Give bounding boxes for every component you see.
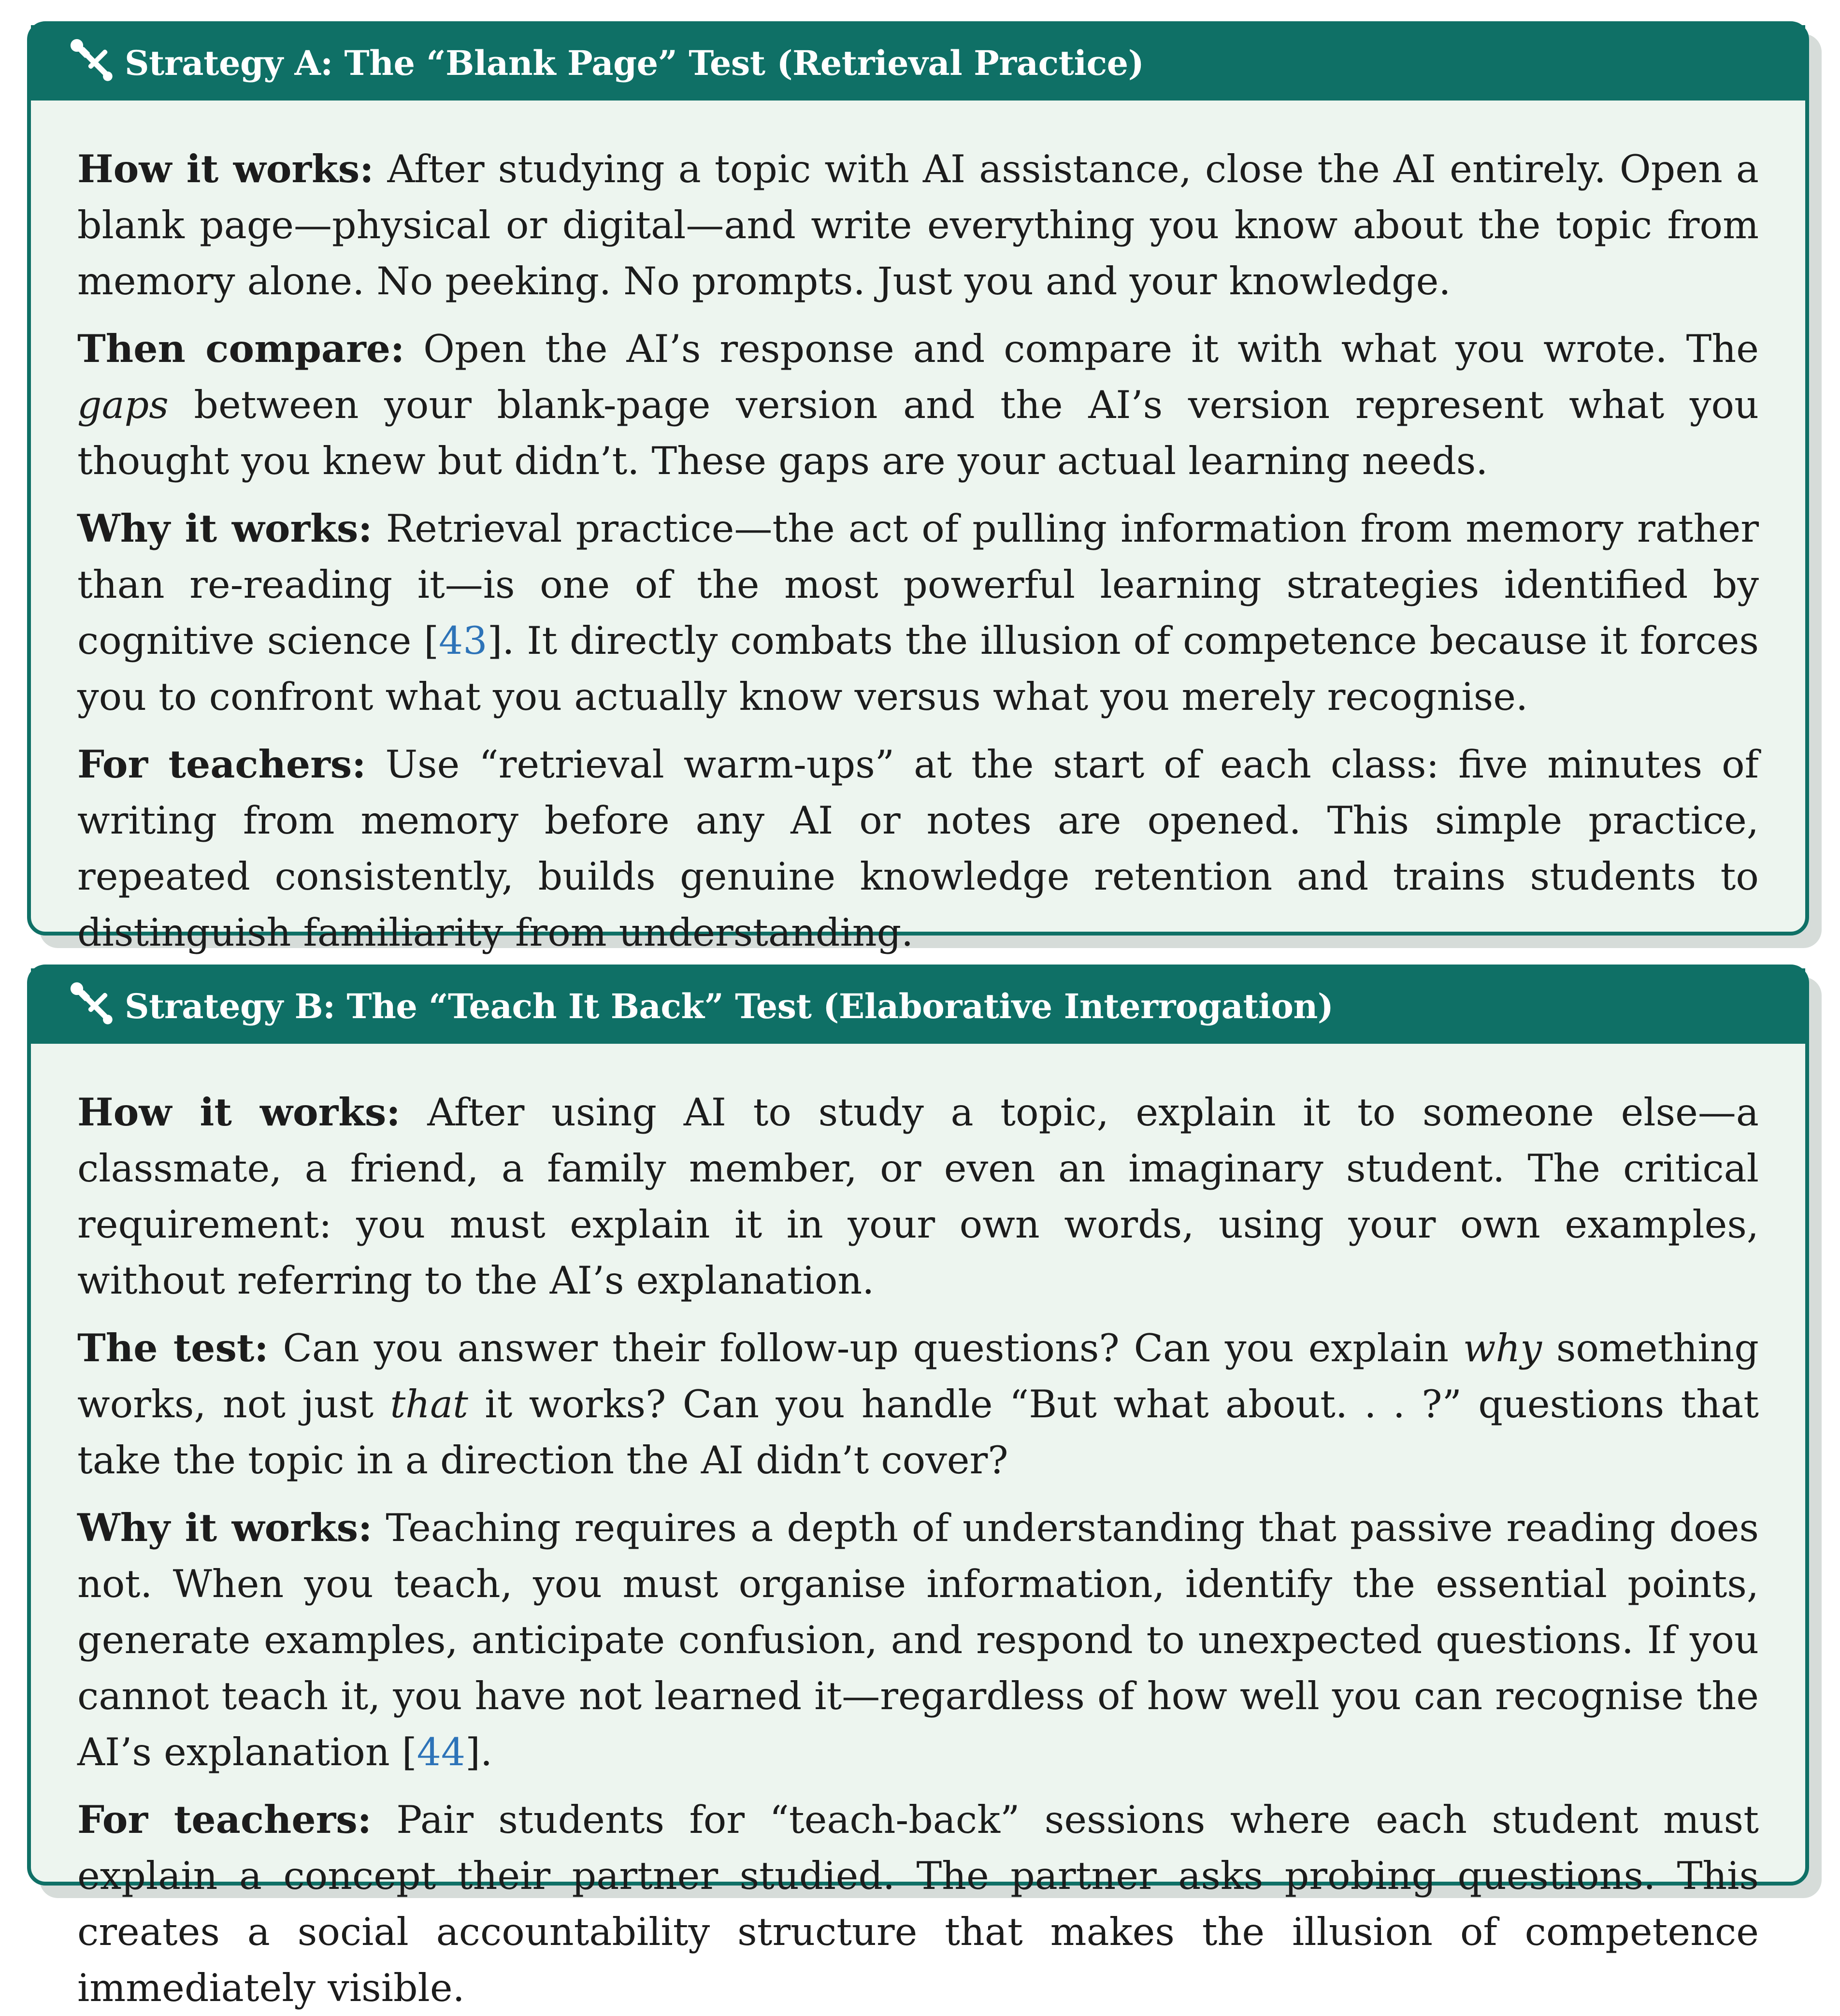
for-teachers-paragraph <box>77 736 1759 961</box>
why-it-works-text: Teaching requires a depth of understanding that passive reading does not. When you teach, you must organise information, identify the essential points, generate examples, anticipate confusion, and respond to unexpected questions. If you cannot teach it, you have not learned it—regardless of how well you can recognise the AI’s explanation [ <box>77 1506 1759 1774</box>
how-it-works-text: After studying a topic with AI assistance, close the AI entirely. Open a blank page—physical or digital—and write everything you know about the topic from memory alone. No peeking. No prompts. Just you and your knowledge. <box>77 147 1759 303</box>
why-it-works-label: Why it works: <box>77 506 373 551</box>
for-teachers-text: Use “retrieval warm-ups” at the start of each class: five minutes of writing from memory before any AI or notes are opened. This simple practice, repeated consistently, builds genuine knowledge retention and trains students to distinguish familiarity from understanding. <box>77 742 1759 955</box>
for-teachers-paragraph <box>77 1792 1759 2016</box>
citation-link[interactable]: 43 <box>439 619 488 663</box>
then-compare-label: Then compare: <box>77 326 405 371</box>
for-teachers-label: For teachers: <box>77 1797 372 1842</box>
how-it-works-paragraph <box>77 1084 1759 1309</box>
then-compare-text: Open the AI’s response and compare it with what you wrote. The <box>423 327 1759 371</box>
for-teachers-label: For teachers: <box>77 742 366 787</box>
why-it-works-text-cont: ]. <box>465 1730 493 1774</box>
why-emphasis: why <box>1463 1326 1542 1370</box>
strategy-a-body <box>31 101 1805 961</box>
why-it-works-label: Why it works: <box>77 1505 373 1550</box>
then-compare-text-cont: between your blank-page version and the AI’s version represent what you thought you knew but didn’t. These gaps are your actual learning needs. <box>77 383 1759 483</box>
the-test-paragraph <box>77 1320 1759 1488</box>
why-it-works-paragraph <box>77 501 1759 725</box>
tools-icon <box>74 986 114 1026</box>
tools-icon <box>74 43 114 83</box>
how-it-works-label: How it works: <box>77 146 374 191</box>
strategy-a-header <box>31 25 1805 101</box>
why-it-works-paragraph <box>77 1500 1759 1780</box>
strategy-b-header <box>31 968 1805 1044</box>
strategy-a-title: Strategy A: The “Blank Page” Test (Retrieval Practice) <box>125 43 1144 83</box>
strategy-b-box <box>27 965 1809 2010</box>
strategy-b-title: Strategy B: The “Teach It Back” Test (Elaborative Interrogation) <box>125 986 1334 1026</box>
then-compare-paragraph <box>77 321 1759 489</box>
the-test-text-cont: something works, not just <box>77 1326 1759 1426</box>
why-it-works-text-cont: ]. It directly combats the illusion of competence because it forces you to confront what you actually know versus what you merely recognise. <box>77 619 1759 719</box>
the-test-label: The test: <box>77 1325 269 1370</box>
strategy-b-body <box>31 1044 1805 2016</box>
how-it-works-text: After using AI to study a topic, explain it to someone else—a classmate, a friend, a family member, or even an imaginary student. The critical requirement: you must explain it in your own words, using your own examples, without referring to the AI’s explanation. <box>77 1090 1759 1303</box>
strategy-a-box <box>27 21 1809 955</box>
why-it-works-text: Retrieval practice—the act of pulling information from memory rather than re-reading it—is one of the most powerful learning strategies identified by cognitive science [ <box>77 506 1759 663</box>
that-emphasis: that <box>390 1382 468 1426</box>
how-it-works-label: How it works: <box>77 1090 401 1135</box>
the-test-text-end: it works? Can you handle “But what about. . . ?” questions that take the topic in a direction the AI didn’t cover? <box>77 1382 1759 1483</box>
citation-link[interactable]: 44 <box>417 1730 466 1774</box>
for-teachers-text: Pair students for “teach-back” sessions where each student must explain a concept their partner studied. The partner asks probing questions. This creates a social accountability structure that makes the illusion of competence immediately visible. <box>77 1798 1759 2010</box>
gaps-emphasis: gaps <box>77 383 169 427</box>
how-it-works-paragraph <box>77 141 1759 309</box>
the-test-text: Can you answer their follow-up questions? Can you explain <box>283 1326 1449 1370</box>
